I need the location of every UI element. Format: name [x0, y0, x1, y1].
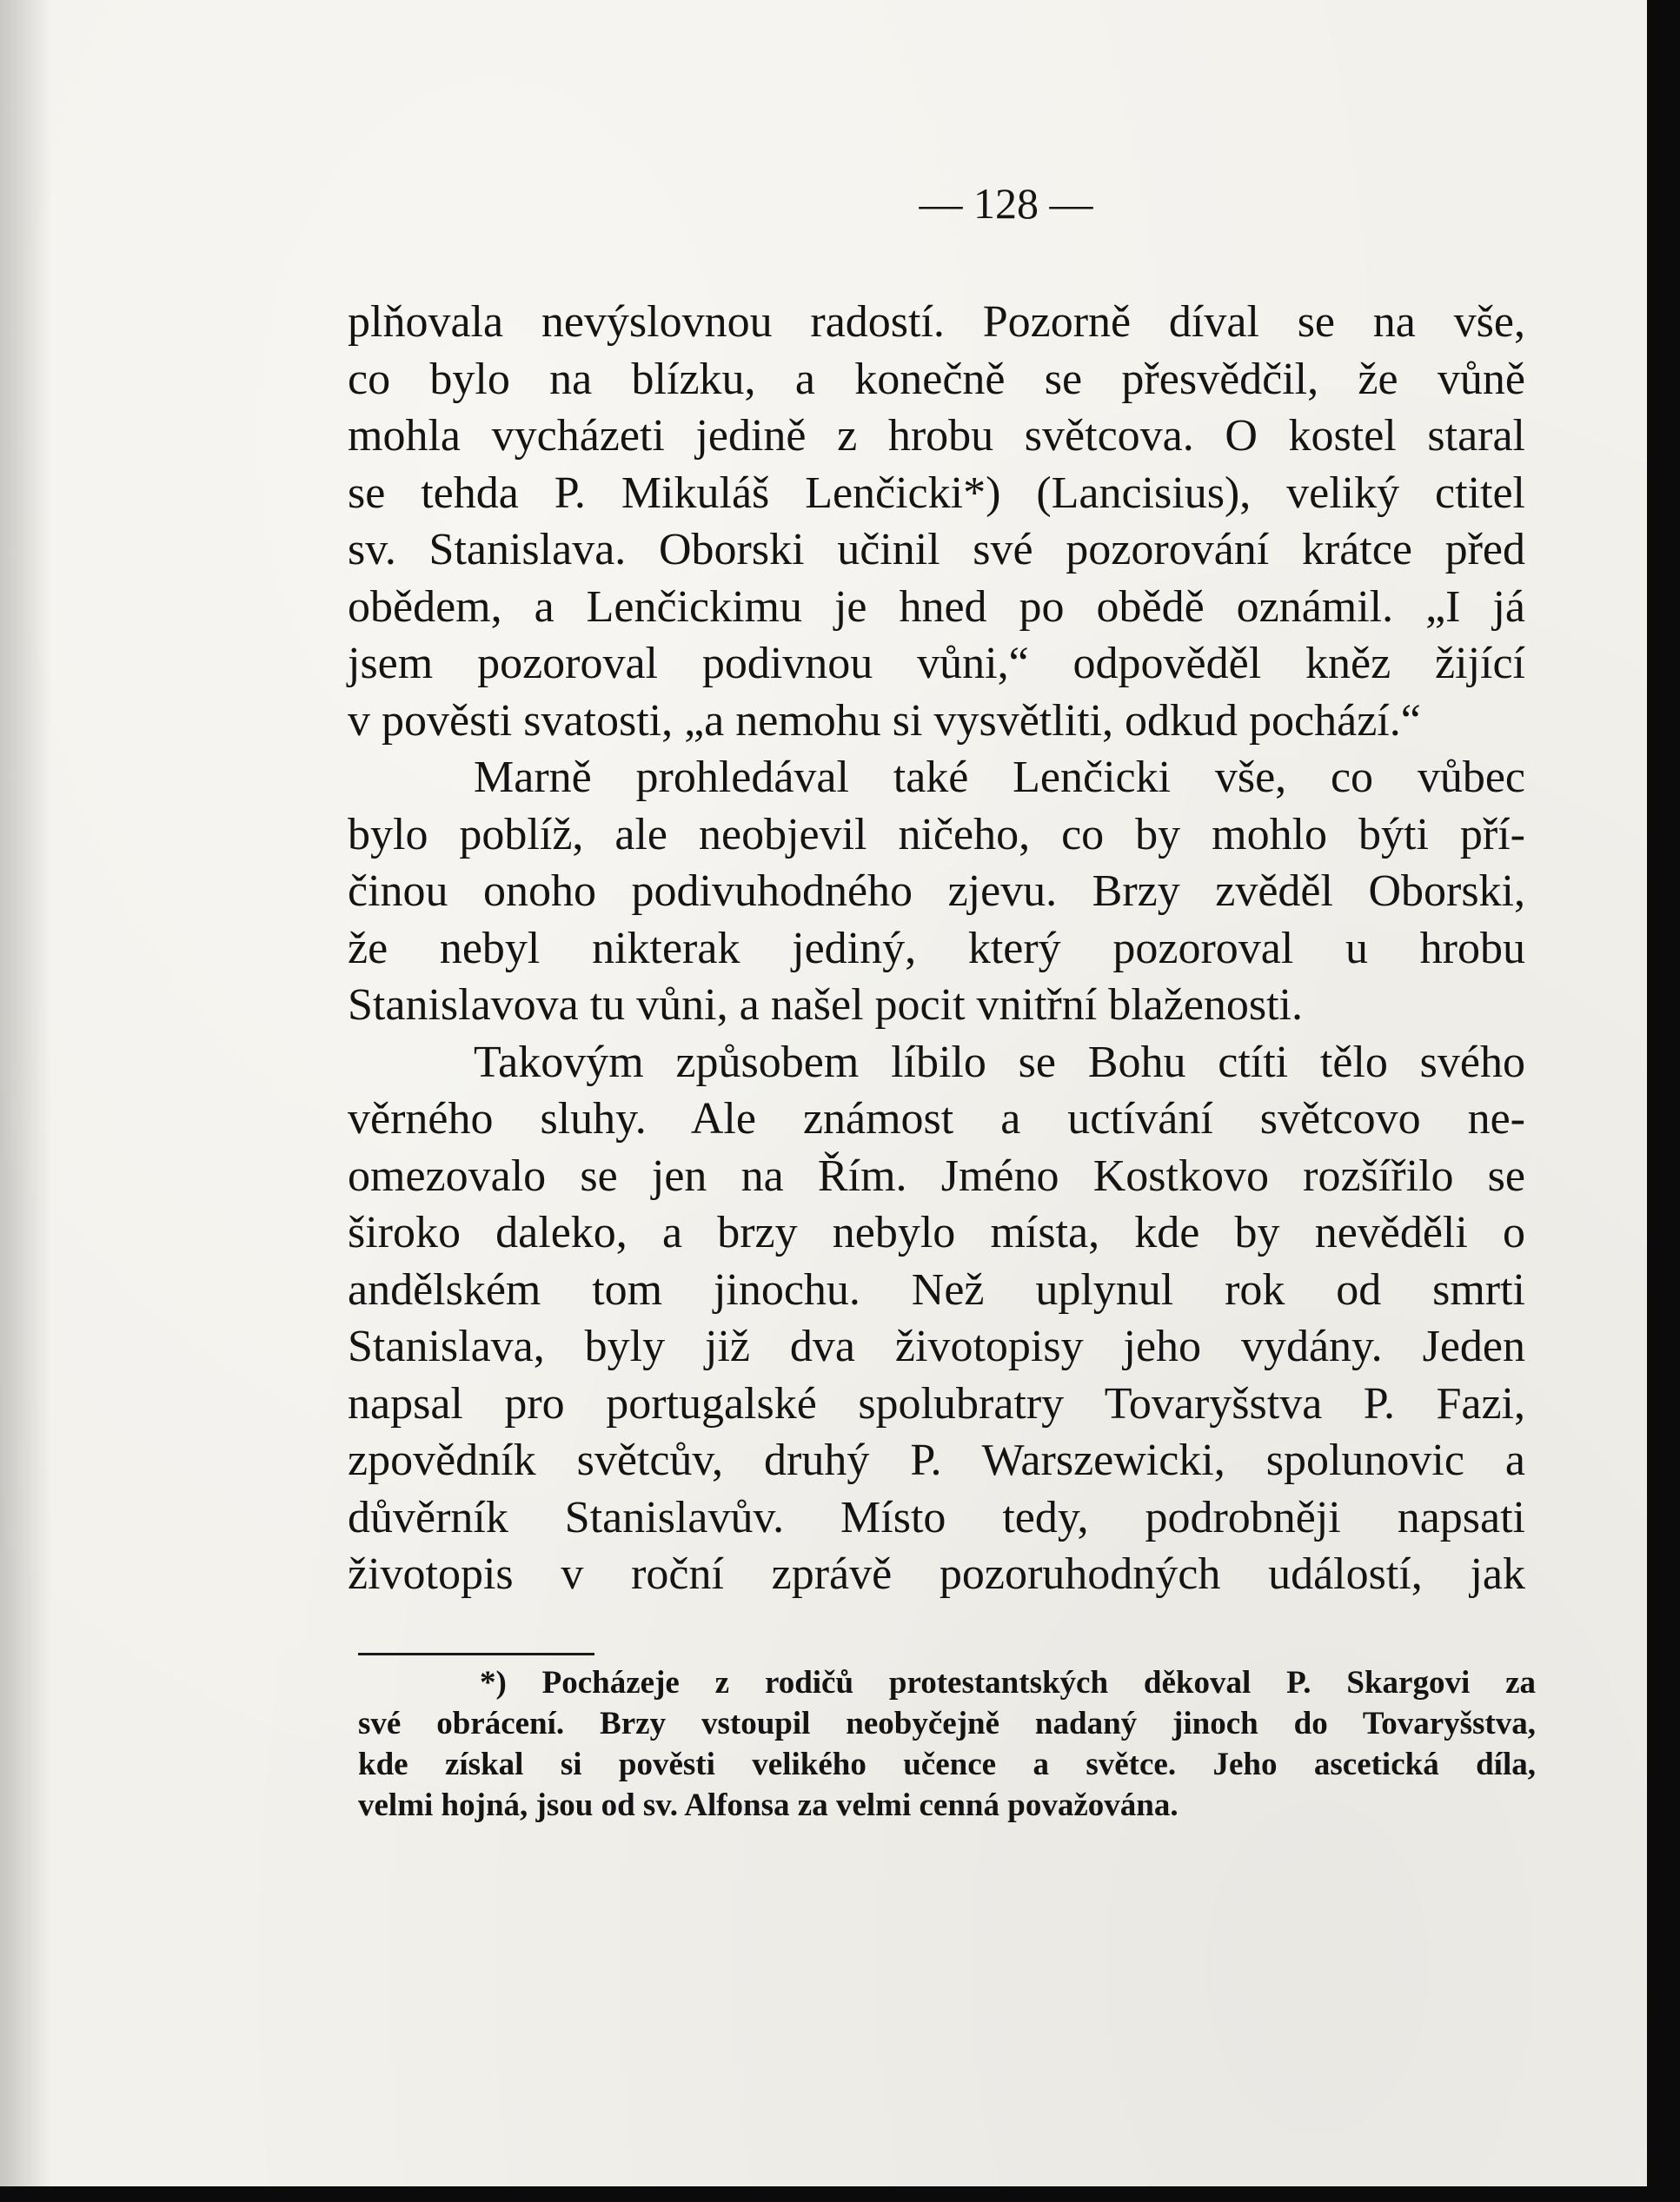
- text-line: co bylo na blízku, a konečně se přesvědčil, že vůně: [348, 354, 1525, 404]
- footnote-divider: [358, 1653, 594, 1655]
- text-line: sv. Stanislava. Oborski učinil své pozorování krátce před: [348, 525, 1525, 574]
- footnote-line: velmi hojná, jsou od sv. Alfonsa za velmi cenná považována.: [358, 1787, 1179, 1823]
- text-line: jsem pozoroval podivnou vůni,“ odpověděl kněz žijící: [348, 639, 1525, 688]
- text-line: Stanislavova tu vůni, a našel pocit vnitřní blaženosti.: [348, 980, 1304, 1030]
- text-line: věrného sluhy. Ale známost a uctívání světcovo ne-: [348, 1094, 1525, 1144]
- body-text: [348, 294, 1525, 1603]
- page-number: — 128 —: [919, 179, 1093, 228]
- text-line: Stanislava, byly již dva životopisy jeho vydány. Jeden: [348, 1322, 1525, 1371]
- page-edge-shadow: [0, 0, 52, 2186]
- text-line: činou onoho podivuhodného zjevu. Brzy zvěděl Oborski,: [348, 866, 1525, 916]
- text-line: obědem, a Lenčickimu je hned po obědě oznámil. „I já: [348, 581, 1525, 632]
- text-line: Takovým způsobem líbilo se Bohu ctíti tělo svého: [474, 1037, 1525, 1087]
- text-line: bylo poblíž, ale neobjevil ničeho, co by mohlo býti pří-: [348, 809, 1525, 859]
- text-line: že nebyl nikterak jediný, který pozoroval u hrobu: [348, 923, 1525, 973]
- text-line: zpovědník světcův, druhý P. Warszewicki, spolunovic a: [348, 1436, 1525, 1485]
- footnote-line: kde získal si pověsti velikého učence a světce. Jeho ascetická díla,: [358, 1747, 1536, 1782]
- text-line: důvěrník Stanislavův. Místo tedy, podrobněji napsati: [348, 1492, 1525, 1542]
- text-line: plňovala nevýslovnou radostí. Pozorně díval se na vše,: [348, 297, 1525, 347]
- footnote-line: *) Pocházeje z rodičů protestantských děkoval P. Skargovi za: [480, 1665, 1536, 1701]
- text-line: napsal pro portugalské spolubratry Tovaryšstva P. Fazi,: [348, 1378, 1525, 1429]
- text-line: široko daleko, a brzy nebylo místa, kde by nevěděli o: [348, 1208, 1525, 1257]
- text-line: andělském tom jinochu. Než uplynul rok od smrti: [348, 1264, 1525, 1315]
- text-line: se tehda P. Mikuláš Lenčicki*) (Lancisius), veliký ctitel: [348, 468, 1525, 518]
- text-line: v pověsti svatosti, „a nemohu si vysvětliti, odkud pochází.“: [348, 695, 1421, 746]
- text-line: mohla vycházeti jedině z hrobu světcova. O kostel staral: [348, 411, 1525, 461]
- text-line: životopis v roční zprávě pozoruhodných událostí, jak: [348, 1549, 1525, 1599]
- text-line: omezovalo se jen na Řím. Jméno Kostkovo rozšířilo se: [348, 1151, 1525, 1201]
- footnote: [358, 1662, 1536, 1826]
- footnote-line: své obrácení. Brzy vstoupil neobyčejně nadaný jinoch do Tovaryšstva,: [358, 1706, 1536, 1741]
- text-line: Marně prohledával také Lenčicki vše, co vůbec: [474, 753, 1525, 802]
